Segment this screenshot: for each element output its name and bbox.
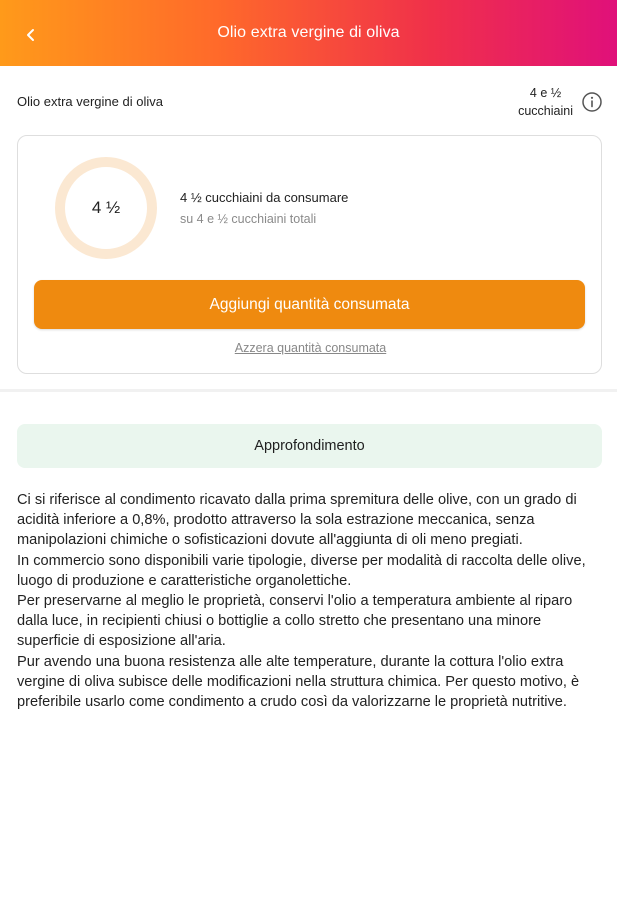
details-body <box>17 490 599 712</box>
add-consumed-quantity-button[interactable]: Aggiungi quantità consumata <box>34 280 585 329</box>
remaining-quantity-text: 4 ½ cucchiaini da consumare <box>180 190 349 205</box>
reset-consumed-quantity-link[interactable]: Azzera quantità consumata <box>234 341 387 355</box>
top-app-bar <box>0 0 617 66</box>
section-divider <box>0 389 617 392</box>
item-summary-row <box>17 84 603 124</box>
back-button[interactable] <box>14 18 48 52</box>
consumption-card <box>17 135 602 374</box>
item-name: Olio extra vergine di oliva <box>17 94 163 109</box>
details-paragraph: Ci si riferisce al condimento ricavato dalla prima spremitura delle olive, con un grado di acidità inferiore a 0,8%, prodotto attraverso la sola estrazione meccanica, senza manipolazioni chimiche o sofisticazioni dovute all'aggiunta di oli meno pregiati. <box>17 492 577 549</box>
item-quantity-unit: cucchiaini <box>518 104 573 118</box>
item-quantity <box>518 84 573 120</box>
details-paragraph: In commercio sono disponibili varie tipologie, diverse per modalità di raccolta delle olive, luogo di produzione e caratteristiche organolettiche. <box>17 552 586 589</box>
total-quantity-text: su 4 e ½ cucchiaini totali <box>180 212 317 226</box>
info-icon <box>581 91 603 113</box>
item-quantity-value: 4 e ½ <box>529 86 562 100</box>
progress-ring-value: 4 ½ <box>91 198 121 217</box>
details-paragraph: Per preservarne al meglio le proprietà, conservi l'olio a temperatura ambiente al riparo dalla luce, in recipienti chiusi o bottiglie a collo stretto che presentano una minore superficie di esposizione all'aria. <box>17 593 573 650</box>
info-button[interactable] <box>581 91 603 113</box>
details-paragraph: Pur avendo una buona resistenza alle alte temperature, durante la cottura l'olio extra vergine di oliva subisce delle modificazioni nella struttura chimica. Per questo motivo, è preferibile usarlo come condimento a crudo così da valorizzarne le proprietà nutritive. <box>17 653 580 711</box>
chevron-left-icon <box>24 28 38 42</box>
details-section-title: Approfondimento <box>17 424 602 468</box>
page-title: Olio extra vergine di oliva <box>217 24 400 41</box>
